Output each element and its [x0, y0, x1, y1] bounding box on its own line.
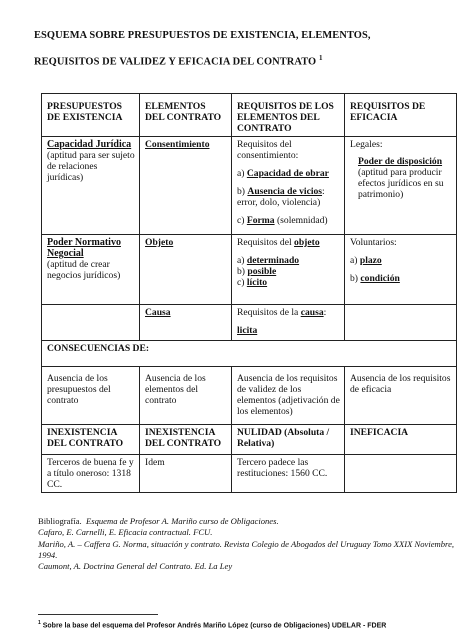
- header-requisitos-eficacia: REQUISITOS DE EFICACIA: [345, 94, 457, 137]
- item-prefix: a): [237, 255, 245, 266]
- footnote-text: Sobre la base del esquema del Profesor Andrés Mariño López (curso de Obligaciones) UDELAR - FDER: [42, 622, 387, 630]
- req-objeto-intro: [237, 237, 340, 248]
- forma-note: (solemnidad): [276, 215, 328, 226]
- poder-normativo-note: (aptitud de crear negocios jurídicos): [47, 259, 121, 281]
- req-objeto-a: [237, 255, 340, 266]
- cell-causa: [140, 305, 232, 341]
- capacidad-obrar: Capacidad de obrar: [246, 168, 329, 179]
- cell-empty: [345, 455, 457, 493]
- biblio-line-4: Caumont, A. Doctrina General del Contrato. Ed. La Ley: [38, 561, 233, 572]
- poder-disposicion-note: (aptitud para producir efectos jurídicos en su patrimonio): [358, 167, 444, 200]
- colon: :: [322, 186, 325, 197]
- inexistencia-2: INEXISTENCIA DEL CONTRATO: [140, 425, 232, 455]
- table-row-consentimiento: [42, 137, 457, 235]
- vicios-note: error, dolo, violencia): [237, 197, 321, 208]
- cell-objeto: [140, 235, 232, 305]
- cell-capacidad: [42, 137, 140, 235]
- cell-legales: [345, 137, 457, 235]
- item-prefix: b): [237, 186, 245, 197]
- voluntarios-label: Voluntarios:: [350, 237, 397, 248]
- ineficacia: INEFICACIA: [345, 425, 457, 455]
- req-causa-intro: [237, 307, 340, 318]
- cell-requisitos-objeto: [232, 235, 345, 305]
- req-causa-intro-text: Requisitos de la: [237, 307, 299, 318]
- causa-word: causa: [300, 307, 324, 318]
- ausencia-presupuestos: Ausencia de los presupuestos del contrato: [42, 367, 140, 425]
- biblio-line-3: Mariño, A. – Caffera G. Norma, situación y contrato. Revista Colegio de Abogados del Uruguay Tomo XXIX Noviembre, 1994.: [38, 538, 455, 560]
- table-row-terceros: [42, 455, 457, 493]
- biblio-line-1: [38, 516, 458, 527]
- item-prefix: a): [237, 168, 245, 179]
- biblio-line-2: Cafaro, E. Carnelli, E. Eficacia contractual. FCU.: [38, 527, 213, 538]
- item-prefix: b): [350, 273, 358, 284]
- ausencia-requisitos-eficacia: Ausencia de los requisitos de eficacia: [345, 367, 457, 425]
- terceros-buena-fe: Terceros de buena fe y a título oneroso: 1318 CC.: [42, 455, 140, 493]
- page-title: [34, 25, 454, 73]
- req-consent-b: [237, 186, 340, 208]
- colon: :: [323, 307, 327, 318]
- title-line-1: ESQUEMA SOBRE PRESUPUESTOS DE EXISTENCIA, ELEMENTOS,: [34, 30, 371, 41]
- determinado: determinado: [246, 255, 300, 266]
- licito: lícito: [246, 277, 268, 288]
- consecuencias-label: CONSECUENCIAS DE:: [42, 341, 457, 367]
- title-line-2-text: REQUISITOS DE VALIDEZ Y EFICACIA DEL CONTRATO: [34, 56, 317, 68]
- voluntarios-a: [350, 255, 452, 266]
- causa-label: Causa: [145, 307, 171, 318]
- header-elementos: ELEMENTOS DEL CONTRATO: [140, 94, 232, 137]
- objeto-label: Objeto: [145, 237, 174, 248]
- table-row-causa: [42, 305, 457, 341]
- idem: Idem: [140, 455, 232, 493]
- table-row-consecuencias: [42, 341, 457, 367]
- footnote-ref: 1: [318, 54, 323, 62]
- header-presupuestos: PRESUPUESTOS DE EXISTENCIA: [42, 94, 140, 137]
- licita: licita: [237, 325, 258, 336]
- cell-requisitos-causa: [232, 305, 345, 341]
- table-row-efectos: [42, 425, 457, 455]
- cell-consentimiento: [140, 137, 232, 235]
- item-prefix: c): [237, 277, 245, 288]
- consentimiento-label: Consentimiento: [145, 139, 210, 150]
- ausencia-requisitos-validez: Ausencia de los requisitos de validez de los elementos (adjetivación de los elementos): [232, 367, 345, 425]
- table-row-headers: [42, 94, 457, 137]
- biblio-label: Bibliografía.: [38, 516, 82, 526]
- capacidad-title: Capacidad Jurídica: [47, 139, 132, 150]
- cell-voluntarios: [345, 235, 457, 305]
- bibliography: [38, 516, 458, 572]
- ausencia-vicios: Ausencia de vicios: [247, 186, 323, 197]
- footnote-number: 1: [38, 620, 41, 626]
- cell-requisitos-consentimiento: [232, 137, 345, 235]
- req-consent-a: [237, 168, 340, 179]
- biblio-entry: Esquema de Profesor A. Mariño curso de Obligaciones.: [85, 516, 279, 526]
- condicion: condición: [360, 273, 400, 284]
- req-objeto-b: [237, 266, 340, 277]
- req-consent-c: [237, 215, 340, 226]
- posible: posible: [247, 266, 277, 277]
- voluntarios-b: [350, 273, 452, 284]
- scheme-table: [41, 93, 457, 493]
- req-objeto-c: [237, 277, 340, 288]
- req-objeto-intro-text: Requisitos del: [237, 237, 292, 248]
- item-prefix: c): [237, 215, 245, 226]
- table-row-ausencias: [42, 367, 457, 425]
- header-requisitos-elementos: REQUISITOS DE LOS ELEMENTOS DEL CONTRATO: [232, 94, 345, 137]
- title-line-2: [34, 47, 454, 73]
- capacidad-note: (aptitud para ser sujeto de relaciones jurídicas): [47, 150, 135, 183]
- footnote-divider: [38, 614, 158, 615]
- item-prefix: b): [237, 266, 245, 277]
- footnote: [38, 620, 468, 629]
- req-consent-intro: Requisitos del consentimiento:: [237, 139, 299, 161]
- legales-label: Legales:: [350, 139, 383, 150]
- forma: Forma: [246, 215, 275, 226]
- poder-disposicion: Poder de disposición: [358, 156, 443, 167]
- nulidad: NULIDAD (Absoluta / Relativa): [232, 425, 345, 455]
- tercero-restituciones: Tercero padece las restituciones: 1560 CC.: [232, 455, 345, 493]
- objeto-word: objeto: [294, 237, 320, 248]
- table-row-objeto: [42, 235, 457, 305]
- cell-poder-normativo: [42, 235, 140, 305]
- inexistencia-1: INEXISTENCIA DEL CONTRATO: [42, 425, 140, 455]
- poder-normativo-title: Poder Normativo Negocial: [47, 237, 121, 259]
- ausencia-elementos: Ausencia de los elementos del contrato: [140, 367, 232, 425]
- cell-empty: [42, 305, 140, 341]
- plazo: plazo: [359, 255, 382, 266]
- item-prefix: a): [350, 255, 358, 266]
- cell-empty: [345, 305, 457, 341]
